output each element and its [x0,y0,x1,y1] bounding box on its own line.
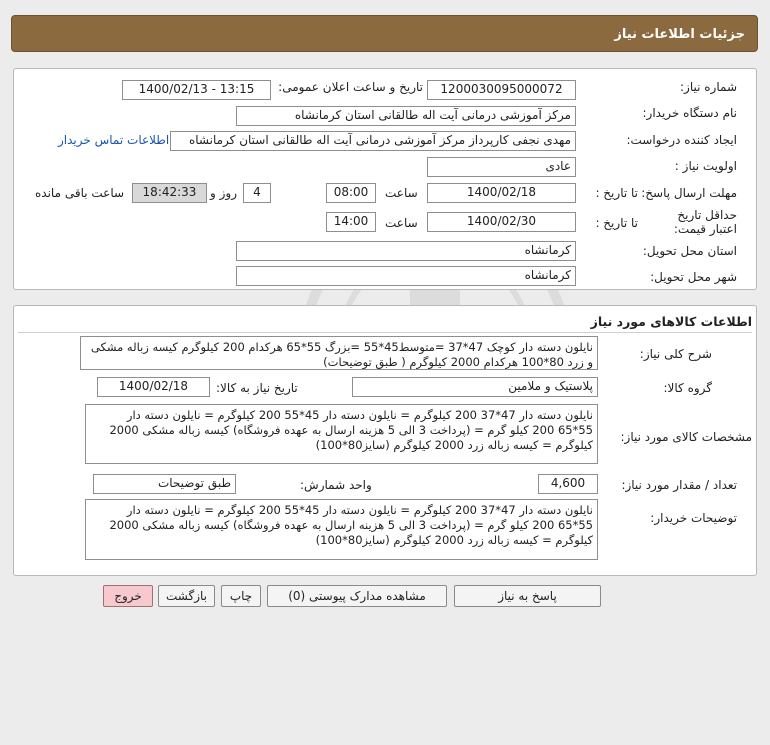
priority-field: عادی [427,157,576,177]
summary-field: نایلون دسته دار کوچک 47*37 =متوسط45*55 =بزرگ 55*65 هرکدام 200 کیلوگرم کیسه زباله مشکی و زرد 80*100 هرکدام 2000 کیلوگرم ( طبق توضیحات) [80,336,598,370]
need-number-label: شماره نیاز: [680,80,737,94]
buyer-org-field: مرکز آموزشی درمانی آیت اله طالقانی استان کرمانشاه [236,106,576,126]
need-date-field: 1400/02/18 [97,377,210,397]
deadline-date-field: 1400/02/18 [427,183,576,203]
goods-section-title: اطلاعات کالاهای مورد نیاز [590,314,752,329]
group-field: پلاستیک و ملامین [352,377,598,397]
city-label: شهر محل تحویل: [650,270,737,284]
validity-date-field: 1400/02/30 [427,212,576,232]
remaining-label: ساعت باقی مانده [35,186,125,200]
validity-until-label: تا تاریخ : [595,216,638,230]
page-header [11,15,758,52]
unit-label: واحد شمارش: [300,478,372,492]
specs-field: نایلون دسته دار 47*37 200 کیلوگرم = نایلون دسته دار 45*55 200 کیلوگرم = نایلون دسته دار 55*65 200 کیلو گرم = (پرداخت 3 الی 5 هزینه ارسال به عهده فروشگاه) کیسه زباله مشکی 2000 کیلوگرم = کیسه زباله زرد 2000 کیلوگرم (سایز80*100) [85,404,598,464]
specs-label: مشخصات کالای مورد نیاز: [620,430,752,444]
quantity-label: تعداد / مقدار مورد نیاز: [621,478,737,492]
reply-button[interactable]: پاسخ به نیاز [454,585,601,607]
validity-time-label: ساعت [385,216,418,230]
priority-label: اولویت نیاز : [674,159,737,173]
print-button[interactable]: چاپ [221,585,261,607]
days-label: روز و [210,186,237,200]
deadline-time-label: ساعت [385,186,418,200]
need-number-field: 1200030095000072 [427,80,576,100]
exit-button[interactable]: خروج [103,585,153,607]
province-label: استان محل تحویل: [642,244,737,258]
announce-label: تاریخ و ساعت اعلان عمومی: [278,80,423,94]
summary-label: شرح کلی نیاز: [639,347,712,361]
deadline-label: مهلت ارسال پاسخ: [641,186,737,200]
requester-field: مهدی نجفی کارپرداز مرکز آموزشی درمانی آیت اله طالقانی استان کرمانشاه [170,131,576,151]
city-field: کرمانشاه [236,266,576,286]
need-date-label: تاریخ نیاز به کالا: [216,381,298,395]
page-title: جزئیات اطلاعات نیاز [614,27,745,42]
validity-label: حداقل تاریخ اعتبار قیمت: [673,208,737,236]
days-field: 4 [243,183,271,203]
buyer-contact-link[interactable]: اطلاعات تماس خریدار [58,133,170,147]
unit-field: طبق توضیحات [93,474,236,494]
province-field: کرمانشاه [236,241,576,261]
section-divider [18,332,752,333]
group-label: گروه کالا: [663,381,712,395]
requester-label: ایجاد کننده درخواست: [626,133,737,147]
buyer-org-label: نام دستگاه خریدار: [642,106,737,120]
buyer-notes-label: توضیحات خریدار: [650,511,737,525]
validity-time-field: 14:00 [326,212,376,232]
deadline-time-field: 08:00 [326,183,376,203]
remaining-time-field: 18:42:33 [132,183,207,203]
announce-field: 1400/02/13 - 13:15 [122,80,271,100]
buyer-notes-field: نایلون دسته دار 47*37 200 کیلوگرم = نایلون دسته دار 45*55 200 کیلوگرم = نایلون دسته دار 55*65 200 کیلو گرم = (پرداخت 3 الی 5 هزینه ارسال به عهده فروشگاه) کیسه زباله مشکی 2000 کیلوگرم = کیسه زباله زرد 2000 کیلوگرم (سایز80*100) [85,499,598,560]
attachments-button[interactable]: مشاهده مدارک پیوستی (0) [267,585,447,607]
quantity-field: 4,600 [538,474,598,494]
deadline-until-label: تا تاریخ : [595,186,638,200]
back-button[interactable]: بازگشت [158,585,215,607]
